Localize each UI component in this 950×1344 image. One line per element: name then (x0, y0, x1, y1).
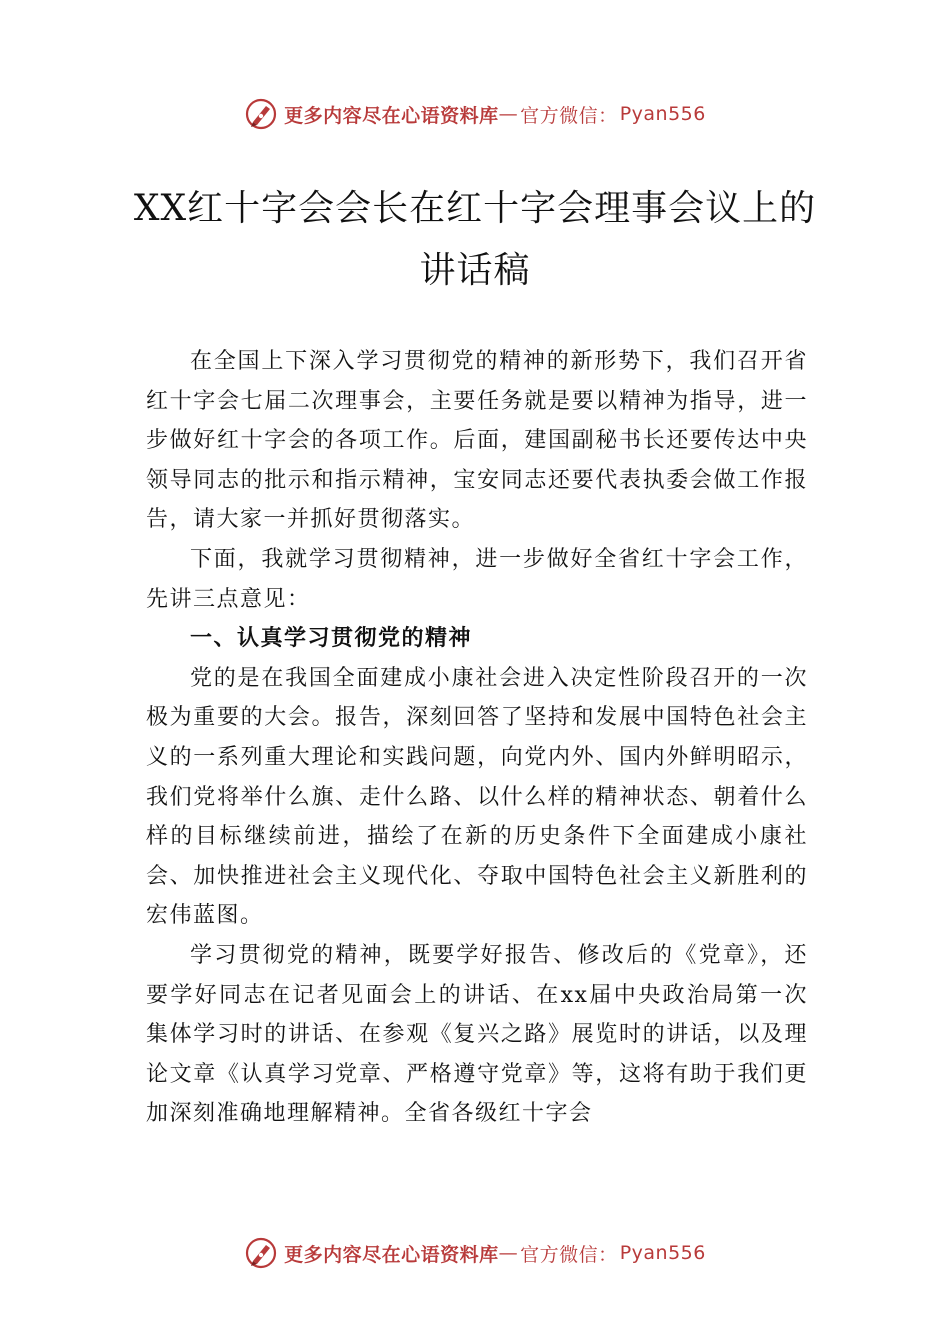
watermark-wechat-id: Pyan556 (619, 103, 706, 125)
body-paragraph-1: 在全国上下深入学习贯彻党的精神的新形势下，我们召开省红十字会七届二次理事会，主要任务就是要以精神为指导，进一步做好红十字会的各项工作。后面，建国副秘书长还要传达中央领导同志的批示和指示精神，宝安同志还要代表执委会做工作报告，请大家一并抓好贯彻落实。 (146, 349, 808, 533)
section-heading-1: 一、认真学习贯彻党的精神 (190, 626, 473, 652)
title-line-2: 讲话稿 (419, 250, 531, 291)
watermark-brand: 更多内容尽在心语资料库 (284, 1243, 499, 1266)
watermark-brand: 更多内容尽在心语资料库 (284, 104, 499, 127)
document-body (146, 342, 808, 1134)
title-line-1: XX红十字会会长在红十字会理事会议上的 (133, 188, 817, 229)
section1-paragraph-2: 学习贯彻党的精神，既要学好报告、修改后的《党章》，还要学好同志在记者见面会上的讲话、在xx届中央政治局第一次集体学习时的讲话、在参观《复兴之路》展览时的讲话，以及理论文章《认真学习党章、严格遵守党章》等，这将有助于我们更加深刻准确地理解精神。全省各级红十字会 (146, 942, 808, 1127)
watermark-separator: — (498, 103, 519, 125)
pen-logo-icon (244, 1236, 278, 1270)
watermark-official-label: 官方微信： (520, 1243, 618, 1266)
body-paragraph-2: 下面，我就学习贯彻精神，进一步做好全省红十字会工作，先讲三点意见： (146, 546, 808, 612)
watermark-official-label: 官方微信： (520, 104, 618, 127)
watermark-separator: — (498, 1242, 519, 1264)
document-title (120, 178, 830, 302)
section1-paragraph-1: 党的是在我国全面建成小康社会进入决定性阶段召开的一次极为重要的大会。报告，深刻回答了坚持和发展中国特色社会主义的一系列重大理论和实践问题，向党内外、国内外鲜明昭示，我们党将举什么旗、走什么路、以什么样的精神状态、朝着什么样的目标继续前进，描绘了在新的历史条件下全面建成小康社会、加快推进社会主义现代化、夺取中国特色社会主义新胜利的宏伟蓝图。 (146, 665, 808, 929)
watermark-footer (0, 1233, 950, 1273)
watermark-wechat-id: Pyan556 (619, 1242, 706, 1264)
watermark-header (0, 94, 950, 134)
pen-logo-icon (244, 97, 278, 131)
